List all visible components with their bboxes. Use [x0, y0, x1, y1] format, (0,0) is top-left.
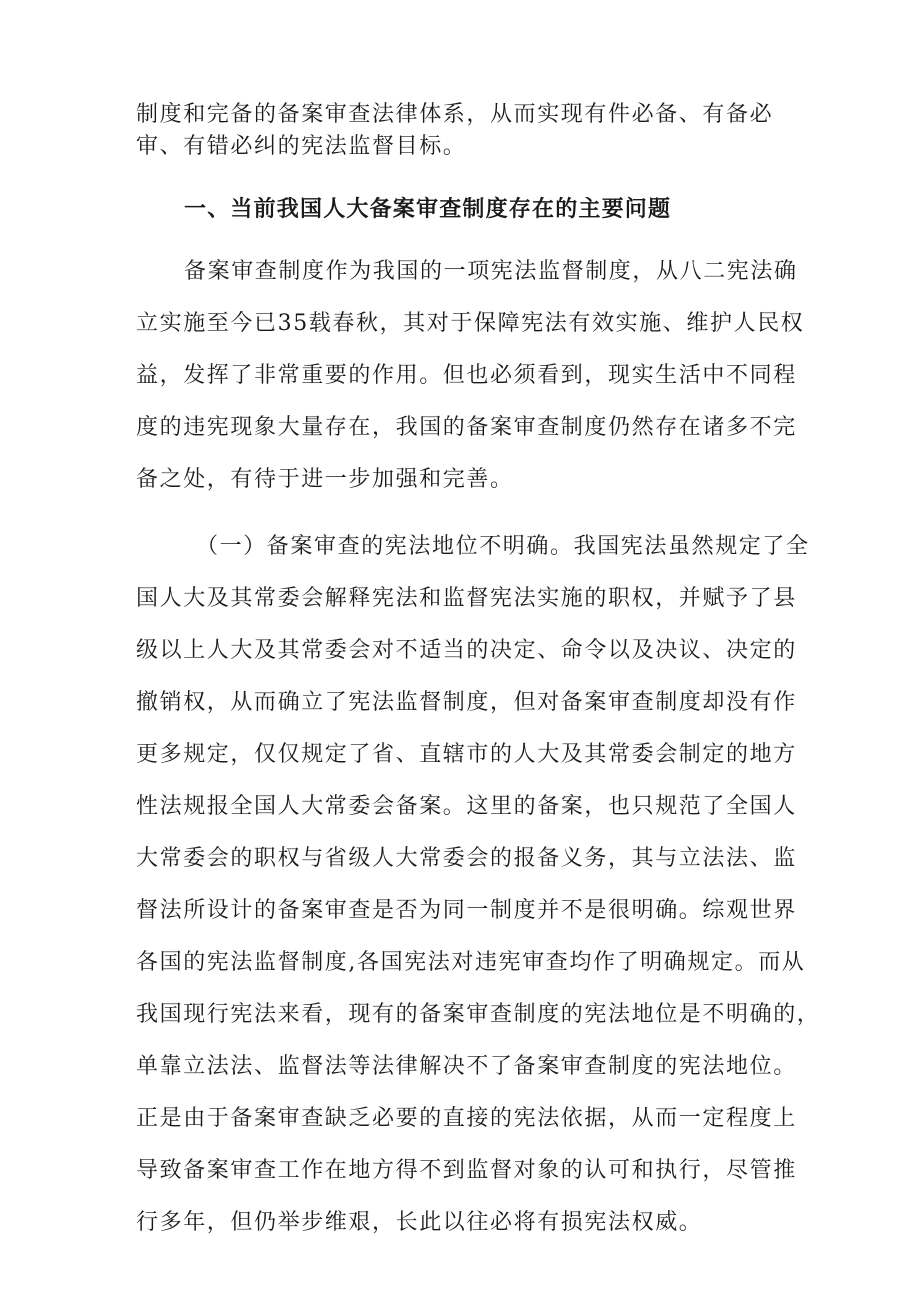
intro-line-2: 审、有错必纠的宪法监督目标。 — [136, 134, 467, 159]
paragraph2-line-3: 级以上人大及其常委会对不适当的决定、命令以及决议、决定的 — [136, 638, 797, 663]
paragraph2-line-9: 各国的宪法监督制度,各国宪法对违宪审查均作了明确规定。而从 — [136, 950, 806, 975]
paragraph2-line-2: 国人大及其常委会解释宪法和监督宪法实施的职权，并赋予了县 — [136, 586, 797, 611]
paragraph2-line-13: 导致备案审查工作在地方得不到监督对象的认可和执行，尽管推 — [136, 1158, 797, 1183]
paragraph1-line-1: 备案审查制度作为我国的一项宪法监督制度，从八二宪法确 — [184, 259, 798, 284]
paragraph2-line-6: 性法规报全国人大常委会备案。这里的备案，也只规范了全国人 — [136, 794, 797, 819]
paragraph1-line-2: 立实施至今已35载春秋，其对于保障宪法有效实施、维护人民权 — [136, 311, 805, 336]
paragraph2-line-7: 大常委会的职权与省级人大常委会的报备义务，其与立法法、监 — [136, 846, 797, 871]
paragraph2-line-11: 单靠立法法、监督法等法律解决不了备案审查制度的宪法地位。 — [136, 1054, 797, 1079]
intro-line-1: 制度和完备的备案审查法律体系，从而实现有件必备、有备必 — [136, 102, 774, 127]
paragraph1-line-3: 益，发挥了非常重要的作用。但也必须看到，现实生活中不同程 — [136, 363, 797, 388]
paragraph2-line-4: 撤销权，从而确立了宪法监督制度，但对备案审查制度却没有作 — [136, 690, 797, 715]
paragraph2-line-14: 行多年，但仍举步维艰，长此以往必将有损宪法权威。 — [136, 1210, 703, 1235]
paragraph2-line-1: （一）备案审查的宪法地位不明确。我国宪法虽然规定了全 — [196, 534, 810, 559]
paragraph2-line-5: 更多规定，仅仅规定了省、直辖市的人大及其常委会制定的地方 — [136, 742, 797, 767]
paragraph2-line-12: 正是由于备案审查缺乏必要的直接的宪法依据，从而一定程度上 — [136, 1106, 797, 1131]
paragraph2-line-10: 我国现行宪法来看，现有的备案审查制度的宪法地位是不明确的， — [136, 1002, 821, 1027]
paragraph1-line-5: 备之处，有待于进一步加强和完善。 — [136, 467, 514, 492]
paragraph2-line-8: 督法所设计的备案审查是否为同一制度并不是很明确。综观世界 — [136, 898, 797, 923]
paragraph1-line-4: 度的违宪现象大量存在，我国的备案审查制度仍然存在诸多不完 — [136, 415, 797, 440]
section-heading: 一、当前我国人大备案审查制度存在的主要问题 — [184, 196, 672, 222]
